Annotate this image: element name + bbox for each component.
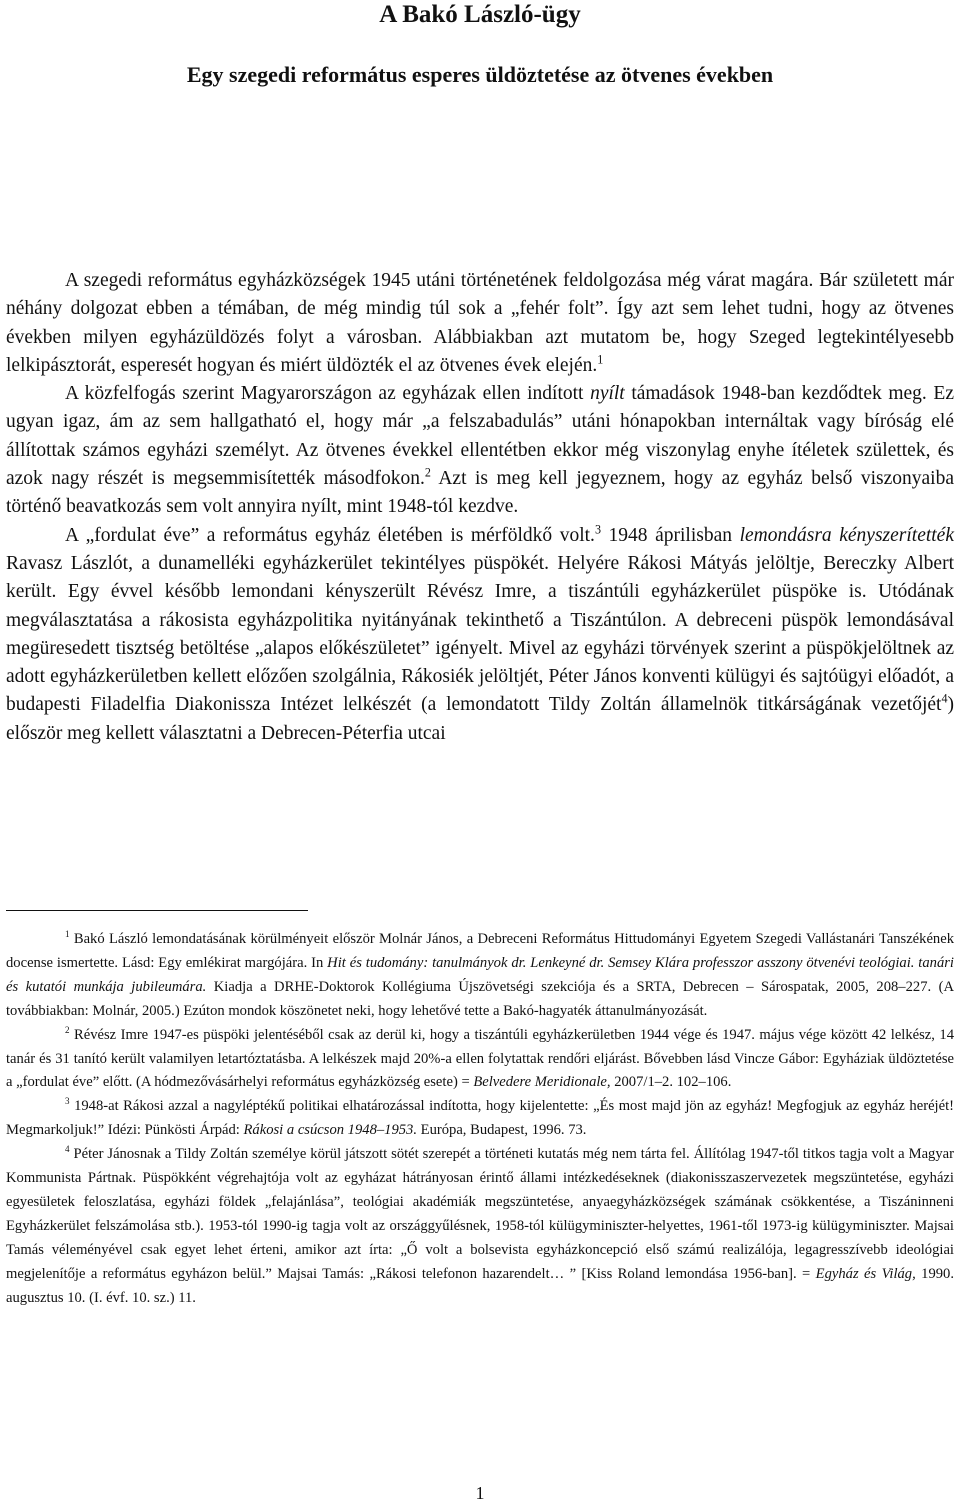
footnote-ref-3[interactable]: 3 bbox=[594, 522, 601, 537]
paragraph-text: A közfelfogás szerint Magyarországon az egyházak ellen indított bbox=[65, 383, 591, 405]
body-text bbox=[6, 267, 954, 748]
footnote-emphasis: Belvedere Meridionale, bbox=[473, 1074, 611, 1091]
footnote-text: 1948-at Rákosi azzal a nagyléptékű politikai elhatározással indította, hogy kijelentette: „És most majd jön az egyház! Megfogjuk az egyház heréjét! Megmarkoljuk!” Idézi: Pünkösti Árpád: bbox=[6, 1098, 954, 1139]
paragraph-text: A „fordulat éve” a református egyház életében is mérföldkő volt. bbox=[65, 524, 595, 546]
footnote-text: 2007/1–2. 102–106. bbox=[610, 1074, 732, 1091]
footnote-3 bbox=[6, 1095, 954, 1143]
footnote-2 bbox=[6, 1024, 954, 1096]
footnote-ref-4[interactable]: 4 bbox=[941, 691, 948, 706]
paragraph-text: Azt is meg kell jegyeznem, hogy az egyház belső viszonyaiba történő beavatkozás sem volt annyira nyílt, mint 1948-tól kezdve. bbox=[6, 468, 954, 518]
footnote-text: Bakó László lemondatásának körülményeit először Molnár János, a Debreceni Református Hittudományi Egyetem Szegedi Vallástanári Tanszékének docense ismertette. Lásd: Egy emlékirat margójára. In bbox=[6, 931, 954, 971]
footnote-separator bbox=[6, 910, 308, 911]
footnote-ref-2[interactable]: 2 bbox=[424, 465, 431, 480]
footnote-text: Európa, Budapest, 1996. 73. bbox=[417, 1122, 587, 1139]
footnote-1 bbox=[6, 928, 954, 1024]
footnote-emphasis: Egyház és Világ, bbox=[815, 1265, 916, 1282]
paragraph-text: 1948 áprilisban bbox=[600, 524, 740, 546]
footnote-ref-1[interactable]: 1 bbox=[597, 352, 604, 367]
document-subtitle: Egy szegedi református esperes üldöztetése az ötvenes években bbox=[186, 62, 774, 87]
paragraph-3 bbox=[6, 522, 954, 748]
footnote-text: Péter Jánosnak a Tildy Zoltán személye körül játszott sötét szerepét a történeti kutatás még nem tárta fel. Állítólag 1947-től titkos tagja volt a Magyar Kommunista Pártnak. Püspökként végrehajtója volt az egyházat hátrányosan érintő állami intézkedéseknek (diakonisszaszervezetek megszüntetése, egyházi egyesületek feloszlatása, egyházi földek „felajánlása”, teológiai akadémiák megszüntetése, anyaegyházközségek számának csökkentése, a Tiszáninneni Egyházkerület felszámolása stb.). 1953-tól 1990-ig tagja volt az országgyűlésnek, 1958-tól külügyminiszter-helyettes, 1961-től 1973-ig külügyminiszter. Majsai Tamás véleményével csak egyet lehet érteni, amikor azt írta: „Ő volt a bolsevista egyházkoncepció első számú realizálója, legagresszívebb ideológiai megjelenítője a református egyházon belül.” Majsai Tamás: „Rákosi telefonon hazarendelt… ” [Kiss Roland lemondása 1956-ban]. = bbox=[6, 1146, 954, 1282]
footnote-number: 2 bbox=[65, 1024, 70, 1035]
footnote-emphasis: Hit és tudomány: tanulmányok dr. Lenkeyné dr. Semsey Klára professzor asszony ötvenévi teológiai. tanári és kutatói munkája jubileumára. bbox=[6, 954, 954, 995]
footnote-number: 3 bbox=[65, 1096, 70, 1107]
footnote-4 bbox=[6, 1143, 954, 1310]
footnote-emphasis: Rákosi a csúcson 1948–1953. bbox=[243, 1122, 418, 1139]
document-title: A Bakó László-ügy bbox=[379, 1, 581, 28]
paragraph-text: Ravasz Lászlót, a dunamelléki egyházkerület tekintélyes püspökét. Helyére Rákosi Mátyás jelöltje, Bereczky Albert került. Egy évvel később lemondani kényszerült Révész Imre, a tiszántúli egyházkerület püspöke is. Utódának megválasztatása a rákosista egyházpolitika nyitányának tekinthető a Tiszántúlon. A debreceni püspök lemondásával megüresedett tisztség betöltése „alapos előkészületet” igényelt. Mivel az egyházi törvények szerint a püspökjelöltnek az adott egyházkerületben kellett előzően szolgálnia, Rákosiék jelöltjét, Péter János konventi külügyi és sajtóügyi előadót, a budapesti Filadelfia Diakonissza Intézet lelkészét (a lemondatott Tildy Zoltán államelnök titkárságának vezetőjét bbox=[6, 552, 954, 716]
emphasis-text: nyílt bbox=[590, 383, 625, 405]
footnote-number: 4 bbox=[65, 1144, 70, 1155]
footnote-number: 1 bbox=[65, 929, 70, 940]
paragraph-text: ) először meg kellett választatni a Debrecen-Péterfia utcai bbox=[6, 694, 954, 744]
paragraph-text: A szegedi református egyházközségek 1945 utáni történetének feldolgozása még várat magára. Bár született már néhány dolgozat ebben a témában, de még mindig túl sok a „fehér folt”. Így azt sem lehet tudni, hogy az ötvenes években milyen egyházüldözés folyt a városban. Alábbiakban azt mutatom be, hogy Szeged legtekintélyesebb lelkipásztorát, esperesét hogyan és miért üldözték el az ötvenes évek elején. bbox=[6, 270, 954, 376]
footnote-text: 1990. augusztus 10. (I. évf. 10. sz.) 11. bbox=[6, 1265, 954, 1306]
page-number: 1 bbox=[475, 1483, 485, 1503]
paragraph-text: támadások 1948-ban kezdődtek meg. Ez ugyan igaz, ám az sem hallgatható el, hogy már „a felszabadulás” utáni hónapokban internáltak vagy bíróság elé állítottak számos egyházi személyt. Az ötvenes évekkel ellentétben ekkor még viszonylag enyhe ítéletek születtek, és azok nagy részét is megsemmisítették másodfokon. bbox=[6, 383, 954, 490]
paragraph-1 bbox=[6, 267, 954, 380]
emphasis-text: lemondásra kényszerítették bbox=[739, 524, 954, 546]
footnotes bbox=[6, 928, 954, 1311]
footnote-text: Kiadja a DRHE-Doktorok Kollégiuma Újszövetségi szekciója és a SRTA, Debrecen – Sárospatak, 2005, 208–227. (A továbbiakban: Molnár, 2005.) Ezúton mondok köszönetet neki, hogy lehetővé tette a Bakó-hagyaték áttanulmányozását. bbox=[6, 978, 954, 1019]
paragraph-2 bbox=[6, 380, 954, 521]
footnote-text: Révész Imre 1947-es püspöki jelentéséből csak az derül ki, hogy a tiszántúli egyházkerületben 1944 vége és 1947. május vége között 42 lelkész, 14 tanár és 31 tanító került valamilyen letartóztatásba. A lelkészek majd 20%-a ellen folytattak rendőri eljárást. Bővebben lásd Vincze Gábor: Egyháziak üldöztetése a „fordulat éve” előtt. (A hódmezővásárhelyi református egyházközség esete) = bbox=[6, 1026, 954, 1091]
